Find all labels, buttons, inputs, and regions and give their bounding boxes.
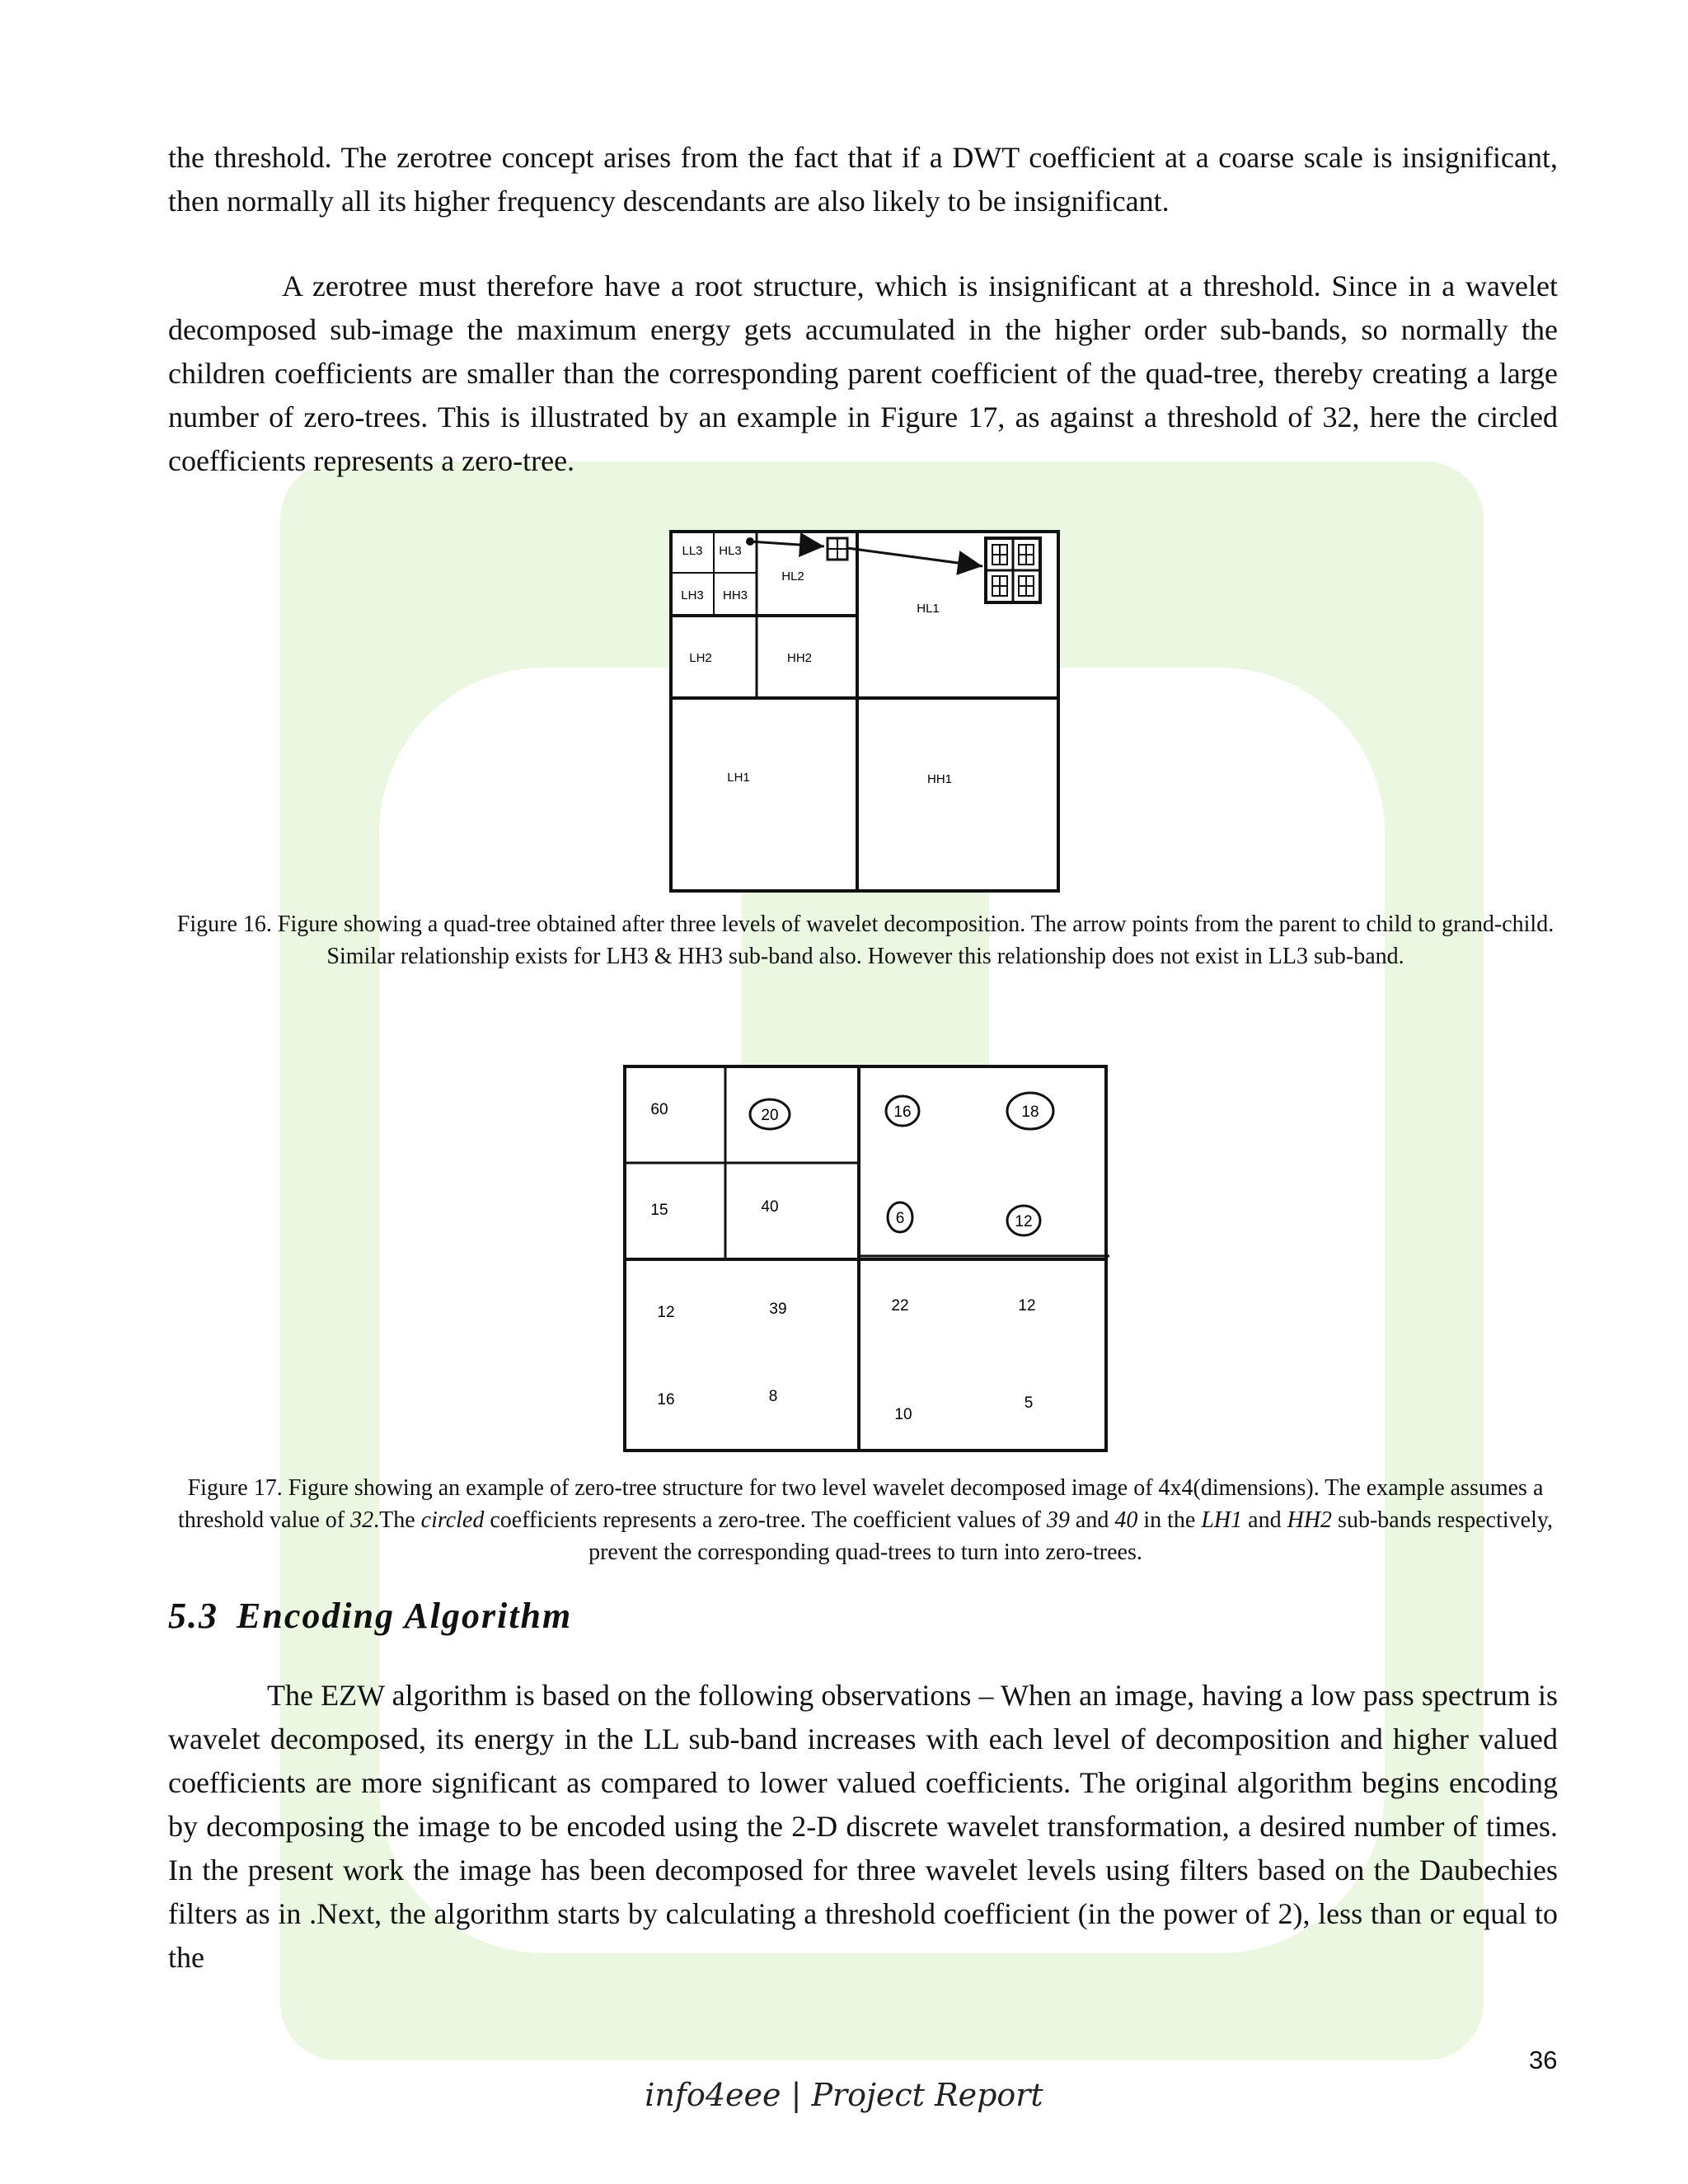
coeff-5: 5	[1024, 1394, 1034, 1412]
grandchild-block	[986, 538, 1040, 602]
figure-17-zerotree	[623, 1065, 1109, 1454]
paragraph-3: The EZW algorithm is based on the following observations – When an image, having a low pass spectrum is wavelet decomposed, its energy in the LL sub-band increases with each level of decomposition and higher valued coefficients are more significant as compared to lower valued coefficients. The original algorithm begins encoding by decomposing the image to be encoded using the 2-D discrete wavelet transformation, a desired number of times. In the present work the image has been decomposed for three wavelet levels using filters based on the Daubechies filters as in .Next, the algorithm starts by calculating a threshold coefficient (in the power of 2), less than or equal to the	[168, 1679, 1558, 1974]
footer: info4eee | Project Report	[645, 2077, 1043, 2113]
coeff-15: 15	[650, 1202, 668, 1219]
paragraph-1: the threshold. The zerotree concept arises from the fact that if a DWT coefficient at a coarse scale is insignificant, then normally all its higher frequency descendants are also likely to be insignificant.	[168, 141, 1558, 218]
coeff-16: 16	[893, 1104, 912, 1121]
coeff-39: 39	[769, 1301, 787, 1318]
coeff-20: 20	[761, 1107, 779, 1124]
coeff-40: 40	[761, 1198, 779, 1216]
figure-16-caption: Figure 16. Figure showing a quad-tree obtained after three levels of wavelet decomposition. The arrow points from the parent to child to grand-child. Similar relationship exists for LH3 & HH3 sub-band also. However this relationship does not exist in LL3 sub-band.	[176, 912, 1554, 969]
coeff-6: 6	[895, 1210, 905, 1227]
label-hh1: HH1	[926, 772, 953, 786]
label-hh3: HH3	[722, 588, 748, 602]
label-hl1: HL1	[917, 602, 940, 616]
figure-16-quadtree	[669, 530, 1060, 894]
coeff-18: 18	[1021, 1104, 1039, 1121]
page-number: 36	[1529, 2046, 1558, 2074]
label-ll3: LL3	[682, 544, 703, 558]
coeff-60: 60	[650, 1101, 668, 1118]
section-heading	[168, 1595, 572, 1637]
coeff-22: 22	[891, 1297, 909, 1315]
coeff-8: 8	[768, 1388, 778, 1405]
section-number: 5.3	[168, 1596, 218, 1636]
coeff-12: 12	[1018, 1297, 1036, 1315]
coeff-12: 12	[1015, 1213, 1033, 1230]
label-hh2: HH2	[786, 651, 813, 665]
label-hl2: HL2	[781, 569, 804, 583]
label-hl3: HL3	[719, 544, 742, 558]
paragraph-2: A zerotree must therefore have a root structure, which is insignificant at a threshold. Since in a wavelet decomposed sub-image the maximum energy gets accumulated in the higher order sub-bands, so normally the children coefficients are smaller than the corresponding parent coefficient of the quad-tree, thereby creating a large number of zero-trees. This is illustrated by an example in Figure 17, as against a threshold of 32, here the circled coefficients represents a zero-tree.	[168, 269, 1558, 477]
label-lh1: LH1	[727, 771, 750, 785]
coeff-12: 12	[657, 1304, 675, 1321]
figure-17-caption: Figure 17. Figure showing an example of zero-tree structure for two level wavelet decomposed image of 4x4(dimensions). The example assumes a threshold value of 32.The circled coefficients represents a zero-tree. The coefficient values of 39 and 40 in the LH1 and HH2 sub-bands respectively, prevent the corresponding quad-trees to turn into zero-trees.	[177, 1475, 1554, 1565]
section-title: Encoding Algorithm	[237, 1596, 573, 1636]
label-lh2: LH2	[689, 651, 712, 665]
coeff-16: 16	[657, 1391, 675, 1408]
label-lh3: LH3	[681, 588, 704, 602]
coeff-10: 10	[894, 1406, 912, 1423]
child-block	[828, 538, 847, 560]
